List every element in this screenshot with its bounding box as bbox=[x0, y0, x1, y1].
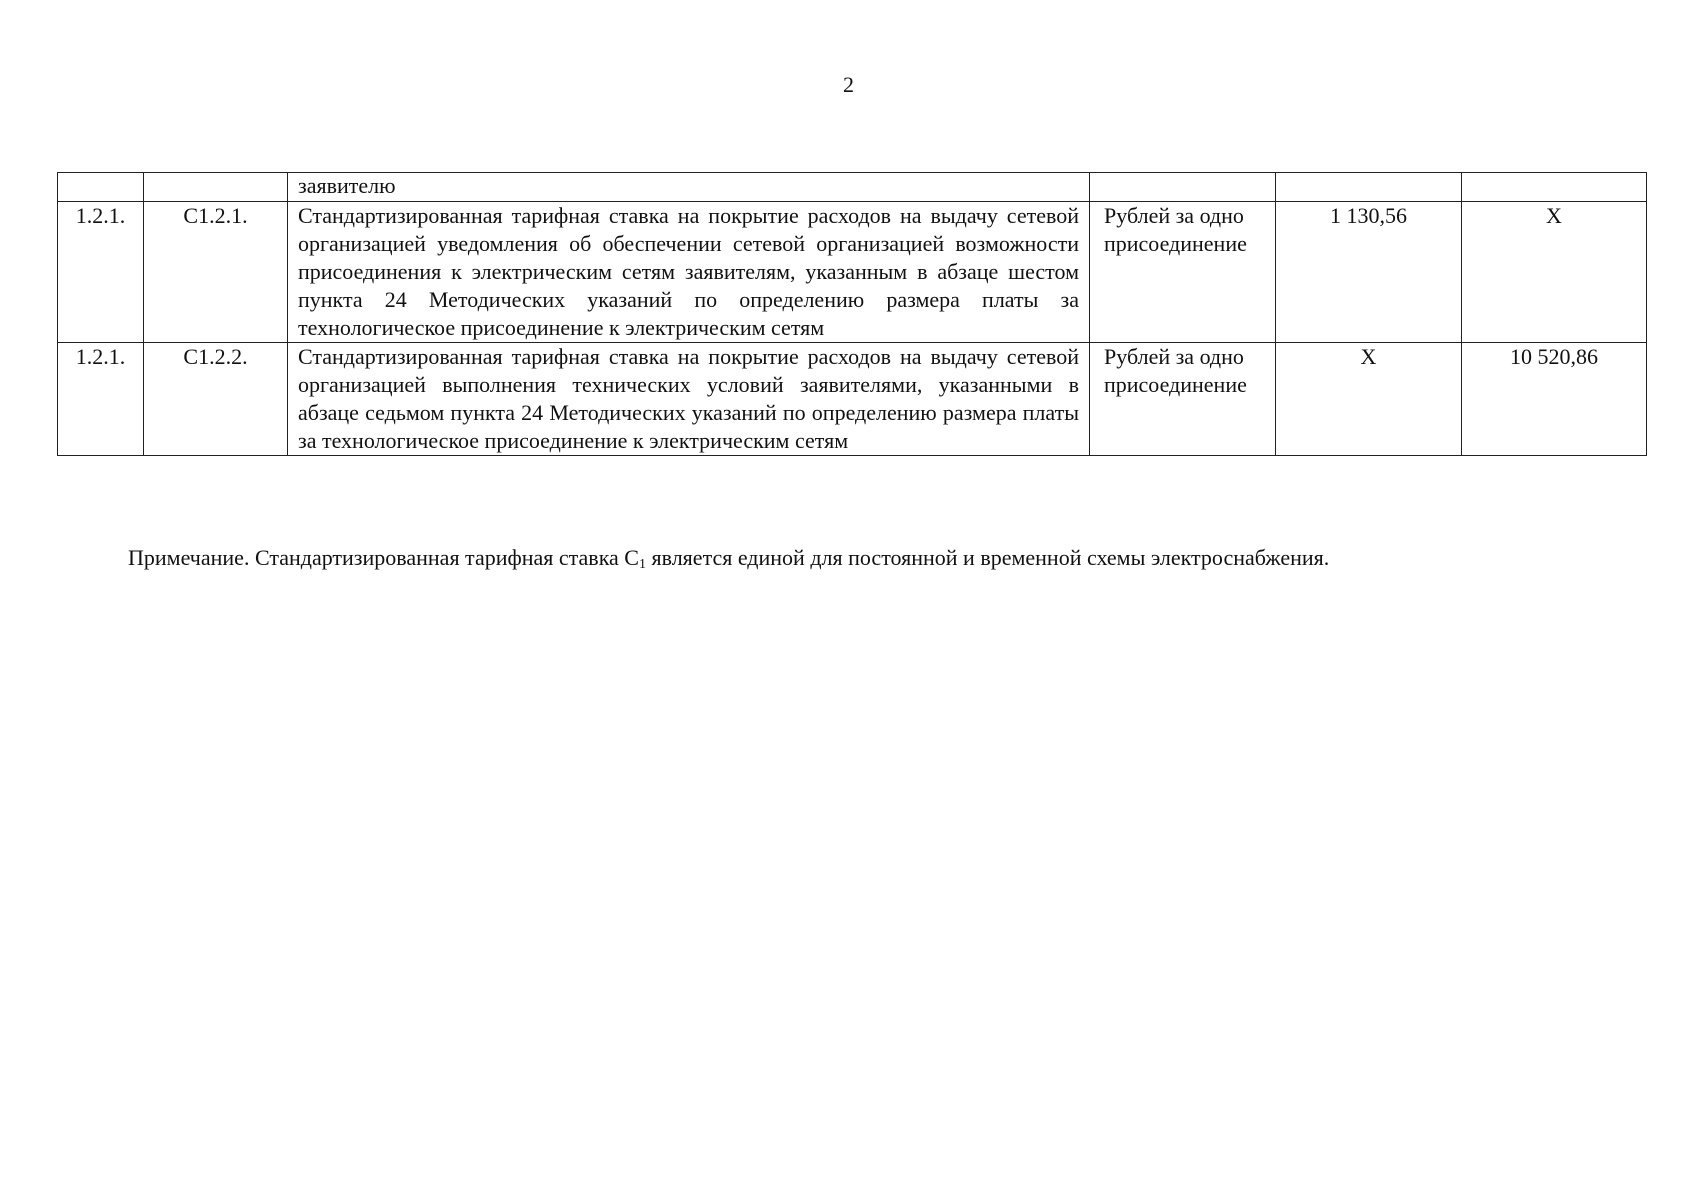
cell-description: заявителю bbox=[288, 173, 1090, 202]
note-text-end: является единой для постоянной и временной схемы электроснабжения. bbox=[645, 545, 1330, 570]
cell-number bbox=[58, 173, 144, 202]
cell-code: С1.2.2. bbox=[144, 343, 288, 456]
table-row bbox=[58, 343, 1647, 456]
page-number: 2 bbox=[843, 72, 854, 97]
cell-value-2 bbox=[1462, 173, 1647, 202]
cell-value-1: 1 130,56 bbox=[1276, 202, 1462, 343]
cell-code bbox=[144, 173, 288, 202]
cell-code: С1.2.1. bbox=[144, 202, 288, 343]
cell-value-2: Х bbox=[1462, 202, 1647, 343]
cell-unit bbox=[1090, 173, 1276, 202]
cell-number: 1.2.1. bbox=[58, 343, 144, 456]
cell-description: Стандартизированная тарифная ставка на покрытие расходов на выдачу сетевой организацией выполнения технических условий заявителями, указанными в абзаце седьмом пункта 24 Методических указаний по определению размера платы за технологическое присоединение к электрическим сетям bbox=[288, 343, 1090, 456]
tariff-table bbox=[57, 172, 1647, 456]
cell-unit: Рублей за одно присоединение bbox=[1090, 343, 1276, 456]
cell-value-1 bbox=[1276, 173, 1462, 202]
table-row-continuation bbox=[58, 173, 1647, 202]
cell-unit: Рублей за одно присоединение bbox=[1090, 202, 1276, 343]
note-text: Примечание. Стандартизированная тарифная ставка С bbox=[128, 545, 639, 570]
cell-number: 1.2.1. bbox=[58, 202, 144, 343]
note bbox=[128, 544, 1648, 572]
cell-description: Стандартизированная тарифная ставка на покрытие расходов на выдачу сетевой организацией уведомления об обеспечении сетевой организацией возможности присоединения к электрическим сетям заявителям, указанным в абзаце шестом пункта 24 Методических указаний по определению размера платы за технологическое присоединение к электрическим сетям bbox=[288, 202, 1090, 343]
note-subscript: 1 bbox=[638, 557, 646, 572]
table-row bbox=[58, 202, 1647, 343]
cell-value-1: Х bbox=[1276, 343, 1462, 456]
cell-value-2: 10 520,86 bbox=[1462, 343, 1647, 456]
